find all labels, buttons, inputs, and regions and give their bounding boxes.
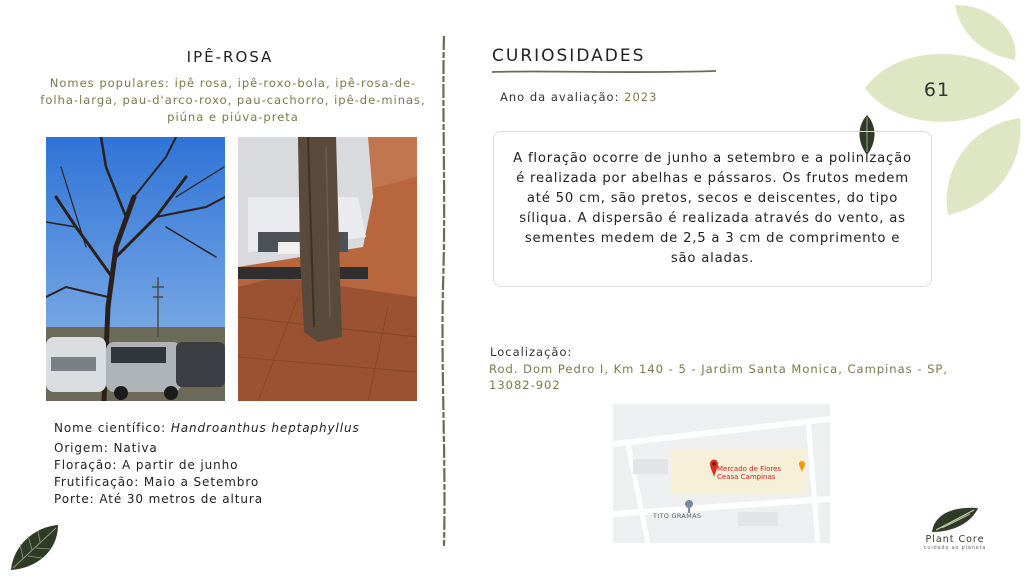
- fruiting-fact: Frutificação: Maio a Setembro: [54, 475, 260, 489]
- scientific-name: [54, 420, 434, 437]
- species-title: IPÊ-ROSA: [186, 48, 274, 66]
- popular-names: Nomes populares: ipê rosa, ipê-roxo-bola, ipê-rosa-de-folha-larga, pau-d'arco-roxo, pau-cachorro, ipê-de-minas, piúna e piúva-preta: [40, 76, 426, 124]
- tree-photo: [46, 137, 225, 401]
- location-map[interactable]: [613, 404, 830, 543]
- map-place-line2: Ceasa Campinas: [717, 473, 776, 481]
- evaluation-year-value: 2023: [624, 90, 658, 104]
- bottom-leaf-icon: [8, 522, 62, 572]
- map-other-label: TITO GRAMAS: [653, 512, 702, 520]
- brand-tagline: cuidado ao planeta: [923, 545, 987, 551]
- evaluation-year: [500, 90, 657, 104]
- origin-fact: Origem: Nativa: [54, 441, 158, 455]
- map-place-label: [717, 465, 781, 481]
- curiosities-text: A floração ocorre de junho a setembro e a polinização é realizada por abelhas e pássaros. Os frutos medem até 50 cm, são pretos, secos e deiscentes, do tipo síliqua. A dispersão é realizada através do vento, as sementes medem de 2,5 a 3 cm de comprimento e são aladas.: [513, 151, 912, 266]
- brand-name: Plant Core: [925, 534, 985, 545]
- page-number: 61: [923, 79, 951, 101]
- curiosities-heading: CURIOSIDADES: [492, 46, 646, 66]
- map-place-line1: Mercado de Flores: [717, 465, 782, 473]
- size-fact: Porte: Até 30 metros de altura: [54, 492, 263, 506]
- scientific-name-label: Nome científico:: [54, 421, 167, 435]
- heading-underline: [492, 68, 716, 76]
- curiosities-box: [493, 131, 932, 287]
- plant-core-logo-icon: [930, 504, 982, 534]
- location-address: Rod. Dom Pedro I, Km 140 - 5 - Jardim Santa Monica, Campinas - SP, 13082-902: [489, 362, 948, 392]
- vertical-divider: [438, 36, 450, 546]
- flowering-fact: Floração: A partir de junho: [54, 458, 239, 472]
- scientific-name-value: Handroanthus heptaphyllus: [170, 421, 360, 435]
- location-label: Localização:: [490, 345, 573, 359]
- trunk-photo: [238, 137, 417, 401]
- evaluation-year-label: Ano da avaliação:: [500, 90, 620, 104]
